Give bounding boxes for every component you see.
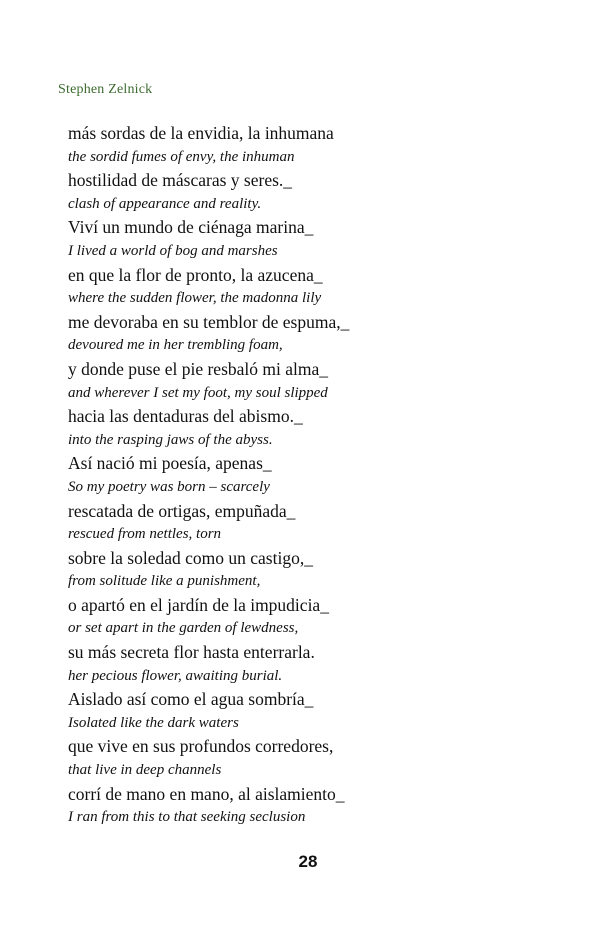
poem-line-spanish: en que la flor de pronto, la azucena_ xyxy=(68,264,323,285)
poem-line-spanish: hacia las dentaduras del abismo._ xyxy=(68,406,303,427)
poem-line-spanish: me devoraba en su temblor de espuma,_ xyxy=(68,311,350,332)
poem-line-english: from solitude like a punishment, xyxy=(68,573,261,590)
poem-line-english: the sordid fumes of envy, the inhuman xyxy=(68,148,295,165)
poem-line-spanish: Así nació mi poesía, apenas_ xyxy=(68,453,272,474)
poem-line-spanish: más sordas de la envidia, la inhumana xyxy=(68,123,334,143)
poem-line-english: devoured me in her trembling foam, xyxy=(68,337,283,354)
poem-line-spanish: que vive en sus profundos corredores, xyxy=(68,736,334,757)
poem-line-english: rescued from nettles, torn xyxy=(68,526,222,543)
page-number: 28 xyxy=(298,852,318,871)
poem-line-english: So my poetry was born – scarcely xyxy=(68,478,270,495)
poem-line-english: or set apart in the garden of lewdness, xyxy=(68,620,299,637)
poem-line-english: I ran from this to that seeking seclusion xyxy=(68,809,306,826)
poem-line-english: Isolated like the dark waters xyxy=(68,714,239,731)
poem-line-english: clash of appearance and reality. xyxy=(68,195,262,212)
poem-line-english: I lived a world of bog and marshes xyxy=(68,242,278,259)
poem-line-spanish: corrí de mano en mano, al aislamiento_ xyxy=(68,783,345,804)
poem-line-english: her pecious flower, awaiting burial. xyxy=(68,667,283,684)
poem-line-english: into the rasping jaws of the abyss. xyxy=(68,431,273,448)
poem-line-spanish: su más secreta flor hasta enterrarla. xyxy=(68,642,315,663)
poem-line-spanish: y donde puse el pie resbaló mi alma_ xyxy=(68,358,328,379)
poem-line-english: that live in deep channels xyxy=(68,762,222,779)
poem-line-spanish: rescatada de ortigas, empuñada_ xyxy=(68,500,296,521)
poem-line-spanish: sobre la soledad como un castigo,_ xyxy=(68,547,313,568)
poem-line-spanish: o apartó en el jardín de la impudicia_ xyxy=(68,594,329,615)
poem-line-spanish: Viví un mundo de ciénaga marina_ xyxy=(68,217,314,238)
poem-line-spanish: Aislado así como el agua sombría_ xyxy=(68,689,314,710)
poem-line-english: where the sudden flower, the madonna lily xyxy=(68,290,322,307)
poem-body xyxy=(68,122,568,830)
running-header-author: Stephen Zelnick xyxy=(58,82,153,97)
poem-line-english: and wherever I set my foot, my soul slipped xyxy=(68,384,328,401)
poem-line-spanish: hostilidad de máscaras y seres._ xyxy=(68,170,293,191)
